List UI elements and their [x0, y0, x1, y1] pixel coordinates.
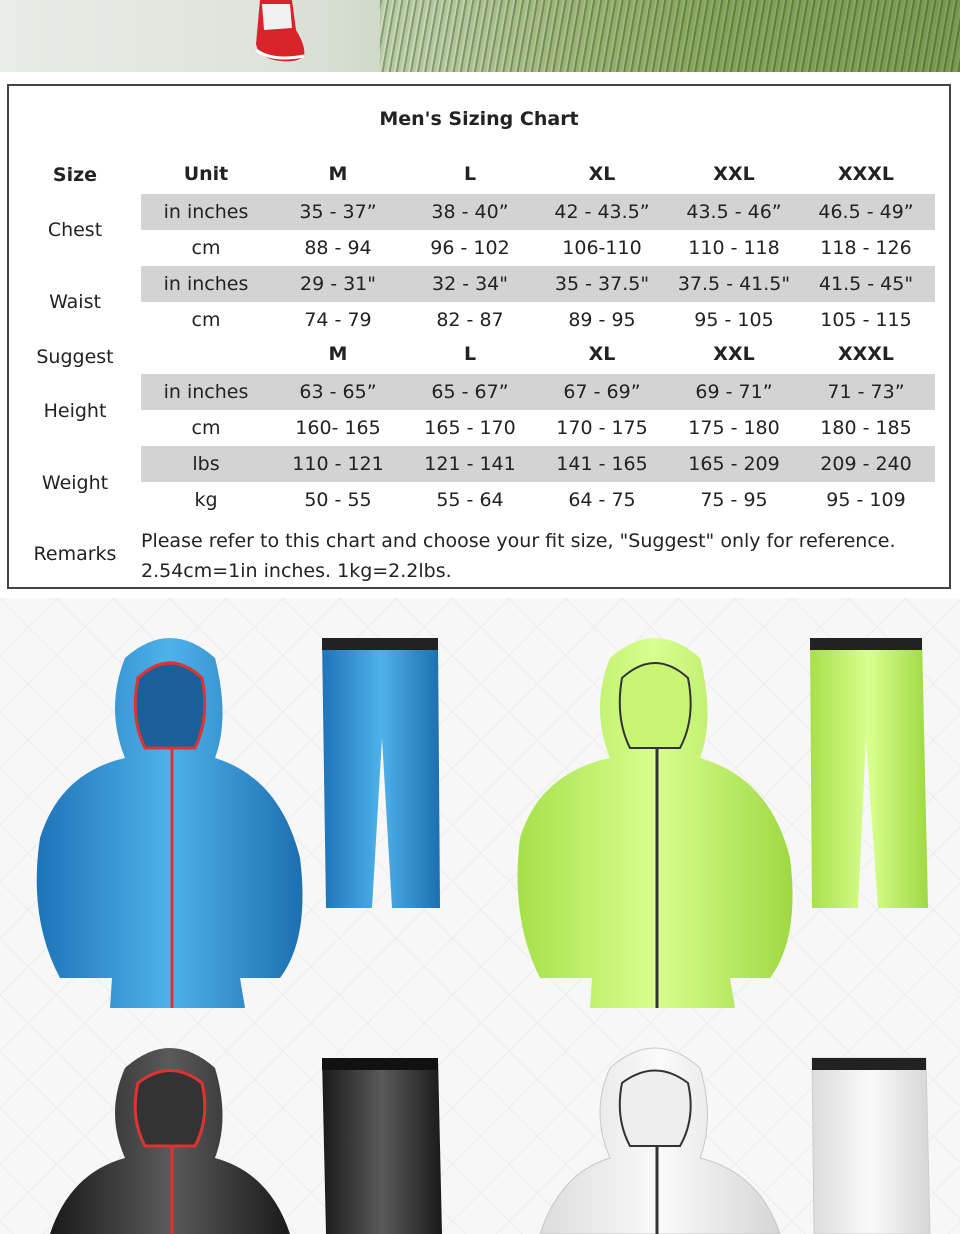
- value-cell: 38 - 40”: [431, 201, 509, 223]
- value-cell: 55 - 64: [436, 489, 504, 511]
- value-cell: 74 - 79: [304, 309, 372, 331]
- value-cell: 175 - 180: [688, 417, 780, 439]
- black-pants-image: [322, 1058, 442, 1234]
- value-cell: 67 - 69”: [563, 381, 641, 403]
- value-cell: 118 - 126: [820, 237, 912, 259]
- header-size: Size: [52, 164, 98, 186]
- unit-cell: lbs: [192, 453, 220, 475]
- row-label-chest: Chest: [47, 219, 103, 241]
- value-cell: 121 - 141: [424, 453, 516, 475]
- value-cell: 29 - 31": [299, 273, 377, 295]
- value-cell: 160- 165: [295, 417, 381, 439]
- unit-cell: in inches: [163, 201, 249, 223]
- value-cell: 35 - 37.5": [554, 273, 650, 295]
- hero-photo: [0, 0, 960, 72]
- value-cell: 35 - 37”: [299, 201, 377, 223]
- value-cell: 180 - 185: [820, 417, 912, 439]
- value-cell: 43.5 - 46”: [686, 201, 782, 223]
- row-label-weight: Weight: [41, 472, 109, 494]
- value-cell: 63 - 65”: [299, 381, 377, 403]
- unit-cell: cm: [191, 237, 221, 259]
- value-cell: 46.5 - 49”: [818, 201, 914, 223]
- row-label-suggest: Suggest: [36, 346, 114, 368]
- row-label-remarks: Remarks: [33, 543, 117, 565]
- remarks-text: [141, 526, 931, 586]
- unit-cell: kg: [194, 489, 218, 511]
- suggest-col: XXL: [713, 343, 755, 365]
- row-label-waist: Waist: [49, 291, 101, 313]
- suggest-col: M: [328, 343, 348, 365]
- value-cell: 95 - 109: [826, 489, 906, 511]
- value-cell: 88 - 94: [304, 237, 372, 259]
- value-cell: 32 - 34": [431, 273, 509, 295]
- value-cell: 96 - 102: [430, 237, 510, 259]
- header-unit: Unit: [183, 163, 229, 185]
- header-col: L: [463, 163, 477, 185]
- value-cell: 65 - 67”: [431, 381, 509, 403]
- value-cell: 209 - 240: [820, 453, 912, 475]
- header-col: XXXL: [837, 163, 895, 185]
- value-cell: 75 - 95: [700, 489, 768, 511]
- remarks-line2: 2.54cm=1in inches. 1kg=2.2lbs.: [141, 560, 452, 582]
- value-cell: 110 - 118: [688, 237, 780, 259]
- unit-cell: cm: [191, 309, 221, 331]
- value-cell: 42 - 43.5”: [554, 201, 650, 223]
- white-pants-image: [812, 1058, 930, 1234]
- suggest-col: L: [463, 343, 477, 365]
- row-label-height: Height: [43, 400, 107, 422]
- unit-cell: in inches: [163, 273, 249, 295]
- value-cell: 170 - 175: [556, 417, 648, 439]
- product-photos: [0, 598, 960, 1234]
- value-cell: 37.5 - 41.5": [677, 273, 791, 295]
- header-col: XXL: [713, 163, 755, 185]
- value-cell: 89 - 95: [568, 309, 636, 331]
- unit-cell: in inches: [163, 381, 249, 403]
- header-col: XL: [588, 163, 616, 185]
- value-cell: 141 - 165: [556, 453, 648, 475]
- suggest-col: XXXL: [837, 343, 895, 365]
- grass-background: [380, 0, 960, 72]
- value-cell: 41.5 - 45": [818, 273, 914, 295]
- value-cell: 165 - 209: [688, 453, 780, 475]
- value-cell: 64 - 75: [568, 489, 636, 511]
- value-cell: 165 - 170: [424, 417, 516, 439]
- value-cell: 69 - 71”: [695, 381, 773, 403]
- remarks-line1: Please refer to this chart and choose your fit size, "Suggest" only for reference.: [141, 530, 896, 552]
- red-sneaker-image: [252, 0, 310, 64]
- value-cell: 50 - 55: [304, 489, 372, 511]
- value-cell: 106-110: [562, 237, 642, 259]
- value-cell: 110 - 121: [292, 453, 384, 475]
- value-cell: 95 - 105: [694, 309, 774, 331]
- value-cell: 82 - 87: [436, 309, 504, 331]
- product-illustration: [0, 598, 960, 1234]
- sizing-chart: [7, 84, 951, 589]
- chart-title: Men's Sizing Chart: [379, 108, 579, 130]
- header-col: M: [328, 163, 348, 185]
- unit-cell: cm: [191, 417, 221, 439]
- value-cell: 71 - 73”: [827, 381, 905, 403]
- suggest-col: XL: [588, 343, 616, 365]
- value-cell: 105 - 115: [820, 309, 912, 331]
